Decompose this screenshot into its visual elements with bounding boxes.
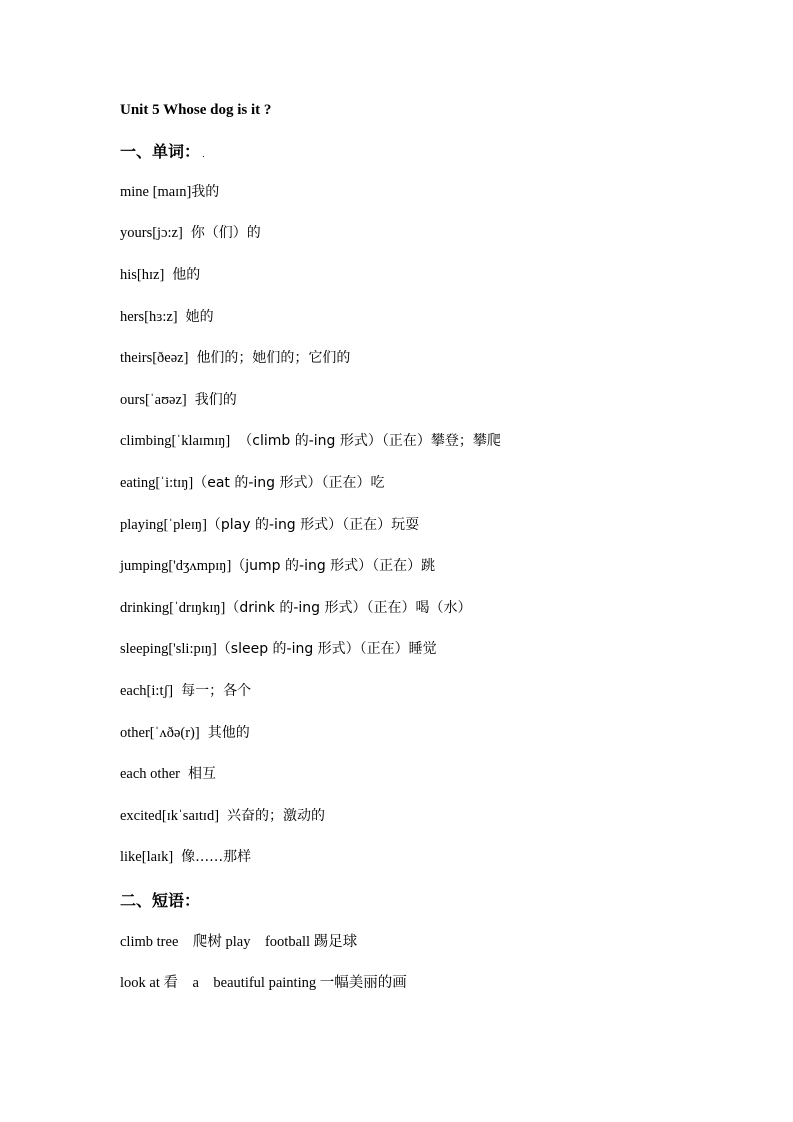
word-english: playing[ˈpleɪŋ]	[120, 517, 207, 533]
word-chinese: （eat 的-ing 形式）（正在）吃	[193, 475, 385, 491]
word-entry	[120, 347, 350, 367]
word-english: each other	[120, 766, 180, 782]
word-entry	[120, 514, 419, 534]
word-entry	[120, 680, 251, 700]
word-english: jumping['dʒʌmpɪŋ]	[120, 558, 232, 574]
word-english: excited[ɪkˈsaɪtɪd]	[120, 808, 220, 824]
word-chinese: 像……那样	[181, 849, 252, 865]
word-english: ours[ˈaʊəz]	[120, 392, 187, 408]
word-chinese: （climb 的-ing 形式）（正在）攀登；攀爬	[238, 433, 501, 449]
word-chinese: （play 的-ing 形式）（正在）玩耍	[206, 517, 420, 533]
word-entry	[120, 264, 200, 284]
word-entry	[120, 805, 325, 825]
word-english: drinking[ˈdrɪŋkɪŋ]	[120, 600, 226, 616]
word-entry	[120, 555, 435, 575]
page-title: Unit 5 Whose dog is it ?	[120, 102, 272, 118]
word-chinese: 她的	[185, 309, 214, 325]
word-chinese: 兴奋的；激动的	[227, 808, 326, 824]
word-chinese: 相互	[187, 766, 216, 782]
word-chinese: 你（们）的	[190, 225, 261, 241]
words-heading-dot: .	[202, 150, 205, 160]
word-chinese: 他们的；她们的；它们的	[196, 350, 351, 366]
word-entry	[120, 846, 251, 866]
word-entry	[120, 389, 237, 409]
word-english: mine [maɪn]	[120, 184, 192, 200]
word-chinese: 他的	[172, 267, 201, 283]
word-english: each[i:tʃ]	[120, 683, 174, 699]
word-chinese: （jump 的-ing 形式）（正在）跳	[231, 558, 436, 574]
word-english: eating[ˈi:tɪŋ]	[120, 475, 194, 491]
word-chinese: （drink 的-ing 形式）（正在）喝（水）	[225, 600, 472, 616]
word-entry	[120, 638, 437, 658]
phrase-entry: look at 看 a beautiful painting 一幅美丽的画	[120, 975, 407, 991]
word-entry	[120, 222, 261, 242]
word-chinese: 每一；各个	[181, 683, 252, 699]
word-english: yours[jɔ:z]	[120, 225, 183, 241]
word-english: climbing[ˈklaɪmɪŋ]	[120, 433, 231, 449]
word-english: like[laɪk]	[120, 849, 174, 865]
word-entry	[120, 597, 471, 617]
word-entry	[120, 181, 219, 201]
word-chinese: （sleep 的-ing 形式）（正在）睡觉	[216, 641, 437, 657]
word-english: hers[hɜ:z]	[120, 309, 178, 325]
phrases-heading: 二、短语：	[120, 891, 201, 910]
word-entry	[120, 722, 250, 742]
word-entry	[120, 763, 216, 783]
words-heading	[120, 139, 205, 162]
word-chinese: 我们的	[194, 392, 237, 408]
phrase-entry: climb tree 爬树 play football 踢足球	[120, 934, 358, 950]
words-heading-label: 一、单词：	[120, 142, 201, 161]
word-entry	[120, 306, 214, 326]
word-english: his[hɪz]	[120, 267, 165, 283]
word-english: other[ˈʌðə(r)]	[120, 725, 200, 741]
word-chinese: 其他的	[207, 725, 250, 741]
word-entry	[120, 472, 385, 492]
word-english: sleeping['sli:pɪŋ]	[120, 641, 217, 657]
word-english: theirs[ðeəz]	[120, 350, 189, 366]
word-chinese: 我的	[191, 184, 220, 200]
word-entry	[120, 430, 501, 450]
